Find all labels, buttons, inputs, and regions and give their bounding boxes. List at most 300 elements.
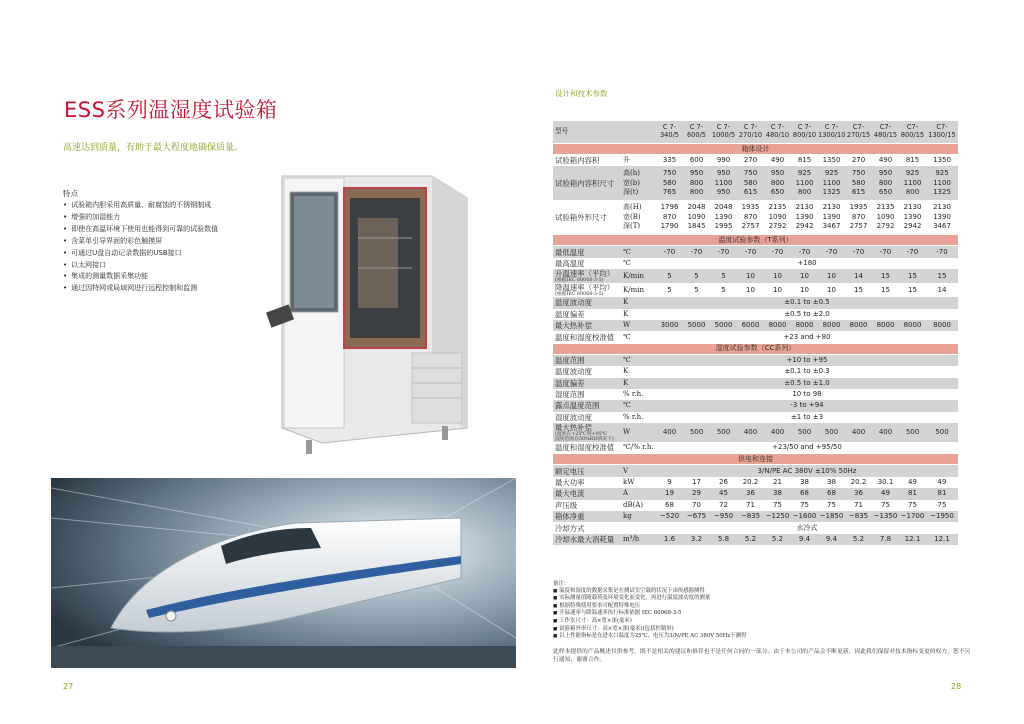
value-cell: ~1700 (899, 511, 926, 522)
param-text: 温度波动度 (555, 367, 592, 377)
param-label (553, 412, 623, 423)
spec-row-water (553, 534, 958, 545)
value-cell: 19 (656, 488, 683, 499)
param-label (553, 200, 623, 235)
value-cell: 36 (737, 488, 764, 499)
value-cell: 75 (791, 500, 818, 511)
notes (553, 581, 973, 641)
value-cell: 30.1 (872, 477, 899, 488)
value-cell: 9.4 (791, 534, 818, 545)
feature-item: • 通过因特网或局域网进行远程控制和监测 (63, 283, 293, 295)
value-cell-span: ±0.5 to ±1.0 (656, 378, 958, 389)
value-cell: 270 (845, 155, 872, 167)
unit-cell: ℃ (623, 354, 656, 366)
value-cell-span: +23/50 and +95/50 (656, 442, 958, 454)
spec-row-tmin (553, 246, 958, 258)
value-cell: 71 (845, 500, 872, 511)
unit-cell: K/min (623, 269, 656, 283)
value-cell: 2130 1390 3467 (926, 200, 958, 235)
spec-row-hrange (553, 389, 958, 400)
value-cell: -70 (737, 246, 764, 258)
spec-row-tdev (553, 309, 958, 320)
param-text: 最大热补偿 (555, 321, 592, 331)
param-label (553, 389, 623, 400)
unit-cell: ℃ (623, 400, 656, 411)
value-cell: 6000 (737, 320, 764, 331)
param-text: 温度和湿度校准值 (555, 332, 615, 342)
value-cell: 490 (872, 155, 899, 167)
param-text: 温度偏差 (555, 309, 585, 319)
param-label (553, 155, 623, 167)
unit-cell: % r.h. (623, 412, 656, 423)
param-text: 最低温度 (555, 247, 585, 257)
value-cell: 10 (764, 269, 791, 283)
param-text: 温度波动度 (555, 298, 592, 308)
param-text: 降温速率（平均） (555, 283, 615, 293)
model-header: C 7- 1300/10 (818, 121, 845, 144)
value-cell: 5000 (710, 320, 737, 331)
value-cell: 72 (710, 500, 737, 511)
section-row (553, 454, 958, 465)
spec-row-heat (553, 269, 958, 283)
param-text: 升温速率（平均） (555, 269, 615, 279)
param-text: 试验箱外形尺寸 (555, 212, 607, 222)
spec-header-row (553, 121, 958, 144)
test-chamber-image (262, 158, 472, 458)
value-cell: 2130 1390 2942 (791, 200, 818, 235)
param-text: 最高温度 (555, 258, 585, 268)
param-label (553, 378, 623, 389)
value-cell: -70 (845, 246, 872, 258)
value-cell: 26 (710, 477, 737, 488)
value-cell: 5.8 (710, 534, 737, 545)
note-item: ■ 工作室尺寸：高×宽×深(毫米) (553, 618, 973, 626)
value-cell: ~520 (656, 511, 683, 522)
param-note: (根据IEC 60068-3-5) (555, 292, 604, 298)
value-cell: 15 (872, 269, 899, 283)
value-cell: 70 (683, 500, 710, 511)
param-text: 试验箱内容积尺寸 (555, 178, 615, 188)
spec-row-hfluc (553, 412, 958, 423)
note-item: ■ 实际测量值随载荷及环境变化而变化，再进行温度波动度的测量 (553, 595, 973, 603)
page-title: ESS系列温湿度试验箱 (64, 98, 278, 122)
model-header: C7- 800/15 (899, 121, 926, 144)
value-cell: -70 (710, 246, 737, 258)
value-cell: 20.2 (737, 477, 764, 488)
value-cell: 8000 (899, 320, 926, 331)
value-cell: 815 (899, 155, 926, 167)
value-cell: 1796 870 1790 (656, 200, 683, 235)
value-cell: 75 (872, 500, 899, 511)
param-label (553, 246, 623, 258)
unit-cell: A (623, 488, 656, 499)
value-cell: 750 580 765 (656, 166, 683, 200)
param-label (553, 442, 623, 454)
value-cell: 925 1100 1325 (926, 166, 958, 200)
param-label (553, 166, 623, 200)
value-cell: 600 (683, 155, 710, 167)
unit-cell: ℃ (623, 331, 656, 343)
section-temp: 温度试验参数（T系列） (553, 235, 958, 246)
model-header: C7- 270/15 (845, 121, 872, 144)
unit-cell: kW (623, 477, 656, 488)
note-item: ■ 升温速率与降温速率执行标准依据 IEC 60068-3-5 (553, 610, 973, 618)
value-cell: ~1350 (872, 511, 899, 522)
model-header: C7- 480/15 (872, 121, 899, 144)
param-label (553, 309, 623, 320)
value-cell: 45 (710, 488, 737, 499)
value-cell: 5 (656, 269, 683, 283)
param-text: 声压级 (555, 500, 578, 510)
value-cell: 500 (926, 423, 958, 442)
value-cell: 400 (656, 423, 683, 442)
value-cell: 2130 1390 3467 (818, 200, 845, 235)
value-cell: 2135 1090 2792 (872, 200, 899, 235)
param-text: 湿度波动度 (555, 412, 592, 422)
value-cell: 8000 (791, 320, 818, 331)
value-cell: 5 (683, 283, 710, 297)
value-cell: -70 (818, 246, 845, 258)
value-cell: 3.2 (683, 534, 710, 545)
param-label (553, 258, 623, 269)
param-text: 箱体净重 (555, 512, 585, 522)
param-label (553, 522, 623, 533)
notes-list (553, 588, 973, 641)
param-text: 最大热补偿 (555, 423, 592, 433)
value-cell: 2048 1390 1995 (710, 200, 737, 235)
section-hum: 湿度试验参数（CC系列） (553, 343, 958, 354)
value-cell: ~1950 (926, 511, 958, 522)
value-cell: -70 (899, 246, 926, 258)
value-cell: 9.4 (818, 534, 845, 545)
spec-row-hrange_t (553, 354, 958, 366)
value-cell-span: +23 and +80 (656, 331, 958, 343)
param-note: (温度在+25℃到+95℃ 湿度范围在50%RH情况下) (555, 432, 614, 443)
value-cell: 400 (737, 423, 764, 442)
page-number-right: 28 (951, 682, 962, 691)
value-cell: ~1850 (818, 511, 845, 522)
value-cell: 7.8 (872, 534, 899, 545)
value-cell-span: +10 to +95 (656, 354, 958, 366)
value-cell: 335 (656, 155, 683, 167)
spec-row-hfluc_t (553, 366, 958, 377)
unit-cell (623, 522, 656, 533)
value-cell: 1.6 (656, 534, 683, 545)
spec-row-tmax (553, 258, 958, 269)
value-cell-span: +180 (656, 258, 958, 269)
spec-row-inner (553, 166, 958, 200)
note-item: ■ 根据特殊使用要求可配置特殊电压 (553, 603, 973, 611)
value-cell: 750 580 615 (737, 166, 764, 200)
value-cell: 5.2 (845, 534, 872, 545)
value-cell: 5 (683, 269, 710, 283)
value-cell: ~675 (683, 511, 710, 522)
param-label (553, 297, 623, 308)
value-cell: 68 (818, 488, 845, 499)
value-cell: 500 (710, 423, 737, 442)
notes-title: 备注： (553, 581, 570, 587)
value-cell: 75 (926, 500, 958, 511)
disclaimer: 此样本提供的产品概述仅供参考，既不是相关的建议和推荐也不是任何合同的一部分。由于本公司的产品会不断更新，因此我们保留对技术指标变更的权力，恕不另行通知，谢谢合作。 (553, 649, 971, 663)
unit-cell: K (623, 297, 656, 308)
value-cell: 15 (899, 283, 926, 297)
value-cell: -70 (872, 246, 899, 258)
section-box: 箱体设计 (553, 144, 958, 155)
value-cell: 750 580 615 (845, 166, 872, 200)
feature-item: • 以太网接口 (63, 260, 293, 272)
section-row (553, 235, 958, 246)
value-cell: 925 1100 800 (791, 166, 818, 200)
value-cell: 400 (872, 423, 899, 442)
value-cell: 10 (737, 269, 764, 283)
unit-cell: K (623, 309, 656, 320)
value-cell: 990 (710, 155, 737, 167)
value-cell-span: -3 to +94 (656, 400, 958, 411)
spec-row-wt (553, 511, 958, 522)
param-label (553, 488, 623, 499)
value-cell: 500 (818, 423, 845, 442)
param-label (553, 477, 623, 488)
value-cell: 500 (683, 423, 710, 442)
spec-row-hdev_t (553, 378, 958, 389)
value-cell: 950 800 800 (683, 166, 710, 200)
value-cell: 10 (764, 283, 791, 297)
value-cell: 14 (845, 269, 872, 283)
model-header: C 7- 480/10 (764, 121, 791, 144)
value-cell: 10 (791, 283, 818, 297)
value-cell: 500 (791, 423, 818, 442)
spec-row-vol (553, 155, 958, 167)
value-cell: 71 (737, 500, 764, 511)
value-cell: -70 (683, 246, 710, 258)
unit-cell: m³/h (623, 534, 656, 545)
spec-row-pwr (553, 477, 958, 488)
value-cell: 1935 870 2757 (737, 200, 764, 235)
value-cell-span: ±1 to ±3 (656, 412, 958, 423)
value-cell: 8000 (845, 320, 872, 331)
value-cell: 400 (764, 423, 791, 442)
param-label (553, 500, 623, 511)
section-row (553, 144, 958, 155)
note-item: ■ 试验箱外形尺寸：高×宽×深(毫米)(包括控制屏) (553, 626, 973, 634)
feature-item: • 集成的测量数据采集功能 (63, 271, 293, 283)
param-text: 试验箱内容积 (555, 156, 600, 166)
param-label (553, 534, 623, 545)
value-cell: 10 (818, 269, 845, 283)
spec-row-tfluc (553, 297, 958, 308)
value-cell: 5.2 (764, 534, 791, 545)
unit-cell: K (623, 378, 656, 389)
feature-item: • 即使在高温环境下使用也能得到可靠的试验数值 (63, 224, 293, 236)
value-cell: 20.2 (845, 477, 872, 488)
model-header: C 7- 600/5 (683, 121, 710, 144)
value-cell-span: ±0.1 to ±0.3 (656, 366, 958, 377)
unit-cell: % r.h. (623, 389, 656, 400)
value-cell: 10 (737, 283, 764, 297)
param-label (553, 320, 623, 331)
value-cell: 950 1100 950 (710, 166, 737, 200)
value-cell: 38 (764, 488, 791, 499)
value-cell: 12.1 (926, 534, 958, 545)
value-cell: 925 1100 800 (899, 166, 926, 200)
train-image (51, 478, 516, 668)
unit-cell: W (623, 320, 656, 331)
header-unit (623, 121, 656, 144)
param-text: 最大功率 (555, 478, 585, 488)
param-label (553, 354, 623, 366)
param-text: 温度范围 (555, 355, 585, 365)
value-cell: 38 (791, 477, 818, 488)
spec-row-cool (553, 283, 958, 297)
spec-row-hcal (553, 442, 958, 454)
value-cell: 15 (926, 269, 958, 283)
param-label (553, 366, 623, 377)
value-cell: 29 (683, 488, 710, 499)
feature-item: • 可通过U盘自动记录数据的USB接口 (63, 248, 293, 260)
unit-cell: K (623, 366, 656, 377)
param-text: 冷却水最大消耗量 (555, 535, 615, 544)
value-cell: 8000 (818, 320, 845, 331)
value-cell: 49 (926, 477, 958, 488)
spec-row-cur (553, 488, 958, 499)
param-label (553, 283, 623, 297)
value-cell: 68 (656, 500, 683, 511)
unit-cell: 升 (623, 155, 656, 167)
section-label: 设计和技术参数 (555, 89, 608, 98)
spec-row-dew (553, 400, 958, 411)
value-cell: 400 (845, 423, 872, 442)
param-text: 湿度范围 (555, 390, 585, 400)
param-text: 冷却方式 (555, 523, 585, 533)
param-label (553, 331, 623, 343)
value-cell: 950 800 650 (872, 166, 899, 200)
value-cell-span: 10 to 98 (656, 389, 958, 400)
value-cell: 81 (926, 488, 958, 499)
value-cell: 49 (872, 488, 899, 499)
unit-cell: K/min (623, 283, 656, 297)
value-cell: 12.1 (899, 534, 926, 545)
value-cell: ~950 (710, 511, 737, 522)
unit-cell: ℃ (623, 258, 656, 269)
value-cell: 5.2 (737, 534, 764, 545)
subtitle: 高速达到质量，有助于最大程度地确保质量。 (63, 143, 244, 153)
value-cell: 14 (926, 283, 958, 297)
model-header: C 7- 340/5 (656, 121, 683, 144)
value-cell: ~1250 (764, 511, 791, 522)
value-cell: 36 (845, 488, 872, 499)
value-cell: 75 (899, 500, 926, 511)
value-cell: 38 (818, 477, 845, 488)
unit-cell: V (623, 465, 656, 477)
param-note: (根据IEC 60068-3-5) (555, 278, 604, 284)
note-item: ■ 以上性能指标是在进水口温度为25℃、电压为3/N/PE AC 380V 50Hz下测得 (553, 633, 973, 641)
spec-row-tcomp (553, 320, 958, 331)
model-header: C 7- 1000/5 (710, 121, 737, 144)
spec-row-noise (553, 500, 958, 511)
value-cell: 1935 870 2757 (845, 200, 872, 235)
param-text: 温度偏差 (555, 378, 585, 388)
param-label (553, 269, 623, 283)
value-cell: 15 (872, 283, 899, 297)
page-number-left: 27 (63, 682, 74, 691)
value-cell: 21 (764, 477, 791, 488)
value-cell-span: ±0.1 to ±0.5 (656, 297, 958, 308)
value-cell: 5 (656, 283, 683, 297)
value-cell: 81 (899, 488, 926, 499)
spec-row-outer (553, 200, 958, 235)
param-text: 额定电压 (555, 466, 585, 476)
value-cell-span: 3/N/PE AC 380V ±10% 50Hz (656, 465, 958, 477)
unit-cell: 高(H) 宽(B) 深(T) (623, 200, 656, 235)
value-cell: 490 (764, 155, 791, 167)
param-text: 露点温度范围 (555, 401, 600, 411)
value-cell: ~1600 (791, 511, 818, 522)
value-cell: 2130 1390 2942 (899, 200, 926, 235)
value-cell: 950 800 650 (764, 166, 791, 200)
model-header: C7- 1300/15 (926, 121, 958, 144)
param-label (553, 423, 623, 442)
param-label (553, 400, 623, 411)
unit-cell: dB(A) (623, 500, 656, 511)
value-cell-span: 水冷式 (656, 522, 958, 533)
value-cell: 5 (710, 269, 737, 283)
value-cell: 5 (710, 283, 737, 297)
features-heading: 特点 (63, 189, 78, 198)
value-cell: 2135 1090 2792 (764, 200, 791, 235)
header-label: 型号 (553, 121, 623, 144)
feature-item: • 试验箱内胆采用高质量、耐腐蚀的不锈钢制成 (63, 200, 293, 212)
value-cell: 17 (683, 477, 710, 488)
param-text: 温度和湿度校准值 (555, 443, 615, 453)
value-cell: 10 (791, 269, 818, 283)
value-cell: 75 (818, 500, 845, 511)
feature-item: • 增强的加湿能力 (63, 212, 293, 224)
value-cell: 10 (818, 283, 845, 297)
spec-row-hcomp (553, 423, 958, 442)
features-list (63, 200, 293, 295)
value-cell: 925 1100 1325 (818, 166, 845, 200)
value-cell: -70 (791, 246, 818, 258)
value-cell: 815 (791, 155, 818, 167)
param-label (553, 465, 623, 477)
value-cell-span: ±0.5 to ±2.0 (656, 309, 958, 320)
model-header: C 7- 800/10 (791, 121, 818, 144)
model-header: C 7- 270/10 (737, 121, 764, 144)
value-cell: 8000 (926, 320, 958, 331)
value-cell: 1350 (926, 155, 958, 167)
param-label (553, 511, 623, 522)
value-cell: 500 (899, 423, 926, 442)
unit-cell: 高(h) 宽(b) 深(t) (623, 166, 656, 200)
section-power: 供电和连接 (553, 454, 958, 465)
value-cell: 2048 1090 1845 (683, 200, 710, 235)
unit-cell: W (623, 423, 656, 442)
value-cell: 3000 (656, 320, 683, 331)
value-cell: 68 (791, 488, 818, 499)
value-cell: 9 (656, 477, 683, 488)
value-cell: ~835 (845, 511, 872, 522)
value-cell: 8000 (872, 320, 899, 331)
value-cell: 270 (737, 155, 764, 167)
note-item: ■ 温度和湿度的数据采集是在测试室空载的状况下由传感器测得 (553, 588, 973, 596)
param-text: 最大电流 (555, 489, 585, 499)
unit-cell: ℃/% r.h. (623, 442, 656, 454)
value-cell: 49 (899, 477, 926, 488)
value-cell: ~835 (737, 511, 764, 522)
spec-row-coolm (553, 522, 958, 533)
spec-row-volt (553, 465, 958, 477)
value-cell: 15 (845, 283, 872, 297)
